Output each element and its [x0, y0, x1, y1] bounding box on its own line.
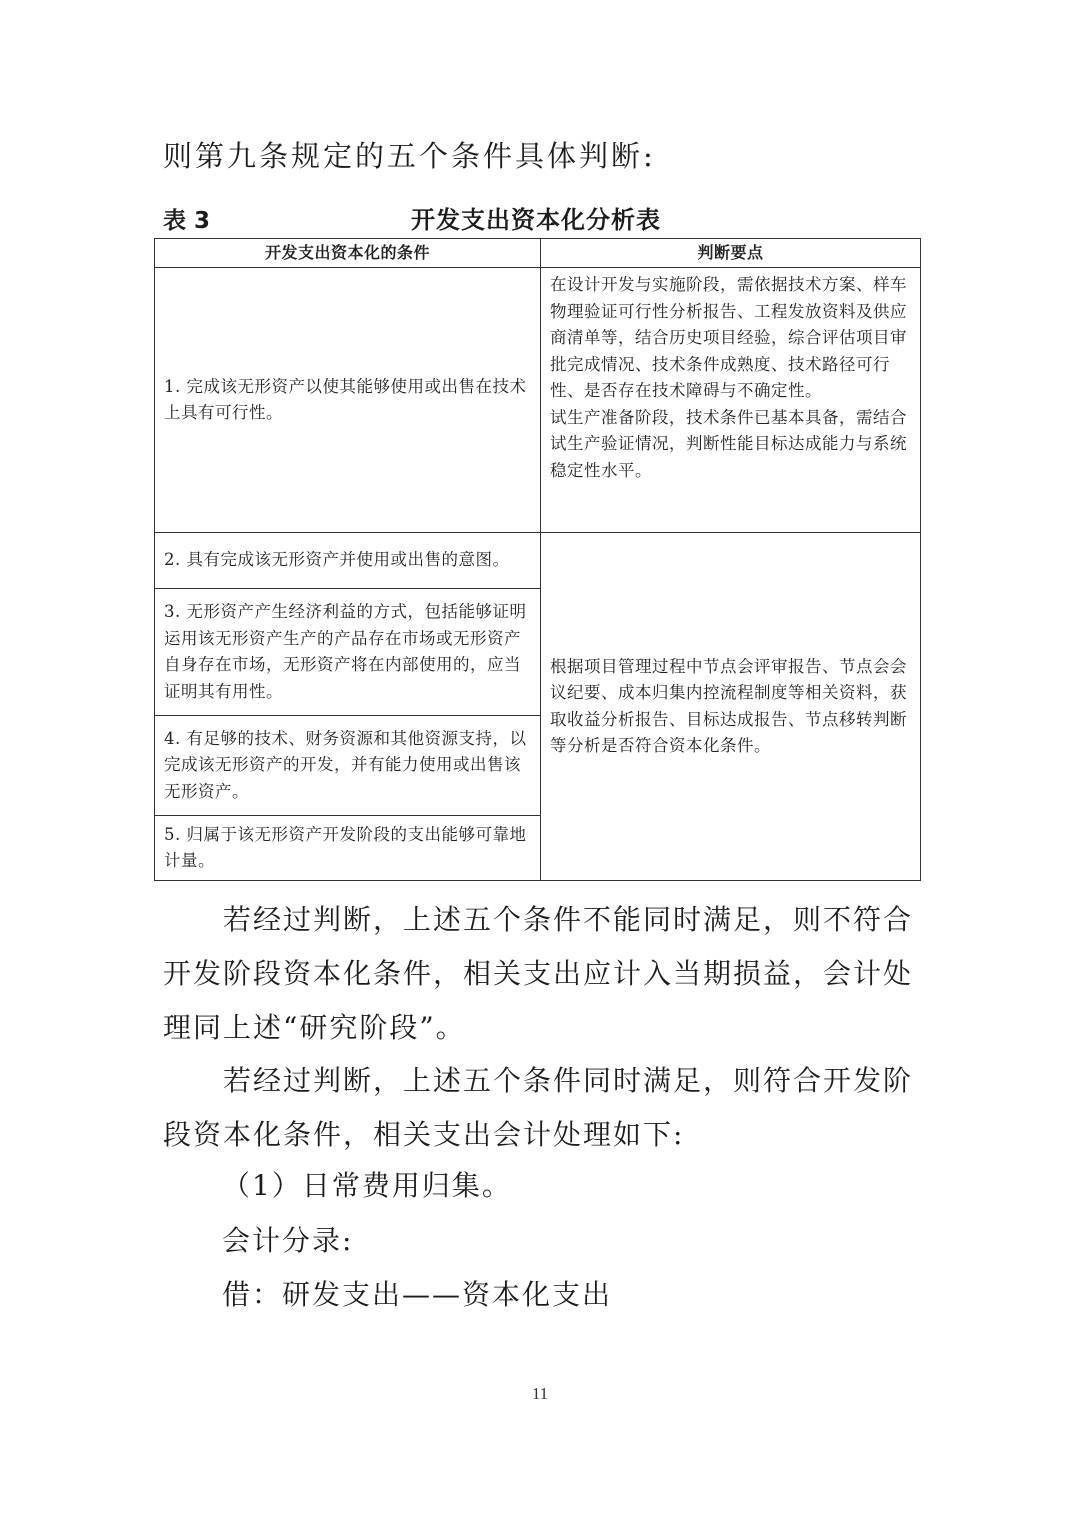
judgment-cell-1 — [541, 268, 921, 533]
judgment-cell-merged: 根据项目管理过程中节点会评审报告、节点会会议纪要、成本归集内控流程制度等相关资料，获取收益分析报告、目标达成报告、节点移转判断等分析是否符合资本化条件。 — [541, 533, 921, 881]
condition-cell-3: 3. 无形资产产生经济利益的方式，包括能够证明运用该无形资产生产的产品存在市场或无形资产自身存在市场，无形资产将在内部使用的，应当证明其有用性。 — [155, 589, 541, 716]
header-condition: 开发支出资本化的条件 — [155, 239, 541, 268]
capitalization-analysis-table — [154, 238, 921, 881]
table-title: 开发支出资本化分析表 — [411, 206, 661, 234]
paragraph-text: 若经过判断，上述五个条件不能同时满足，则不符合开发阶段资本化条件，相关支出应计入当期损益，会计处理同上述“研究阶段”。 — [163, 903, 914, 1044]
table-number: 表 3 — [163, 208, 211, 234]
paragraph-text: 若经过判断，上述五个条件同时满足，则符合开发阶段资本化条件，相关支出会计处理如下: — [163, 1064, 914, 1151]
paragraph-not-satisfied — [163, 893, 923, 1055]
judgment-paragraph: 在设计开发与实施阶段，需依据技术方案、样车物理验证可行性分析报告、工程发放资料及供应商清单等，结合历史项目经验，综合评估项目审批完成情况、技术条件成熟度、技术路径可行性、是否存在技术障碍与不确定性。 — [550, 275, 907, 400]
step-heading: （1）日常费用归集。 — [222, 1169, 512, 1202]
table-caption — [163, 200, 923, 236]
intro-line: 则第九条规定的五个条件具体判断: — [163, 139, 656, 173]
condition-cell-1: 1. 完成该无形资产以使其能够使用或出售在技术上具有可行性。 — [155, 268, 541, 533]
judgment-paragraph: 试生产准备阶段，技术条件已基本具备，需结合试生产验证情况，判断性能目标达成能力与系统稳定性水平。 — [550, 407, 907, 480]
table-row — [155, 268, 921, 533]
header-judgment: 判断要点 — [541, 239, 921, 268]
table-header-row — [155, 239, 921, 268]
entry-label: 会计分录: — [222, 1224, 354, 1257]
debit-entry: 借：研发支出——资本化支出 — [222, 1278, 613, 1311]
condition-cell-4: 4. 有足够的技术、财务资源和其他资源支持，以完成该无形资产的开发，并有能力使用或出售该无形资产。 — [155, 716, 541, 816]
condition-cell-5: 5. 归属于该无形资产开发阶段的支出能够可靠地计量。 — [155, 816, 541, 881]
condition-cell-2: 2. 具有完成该无形资产并使用或出售的意图。 — [155, 533, 541, 589]
page-number: 11 — [531, 1384, 549, 1403]
paragraph-satisfied — [163, 1054, 923, 1162]
table-row — [155, 533, 921, 589]
